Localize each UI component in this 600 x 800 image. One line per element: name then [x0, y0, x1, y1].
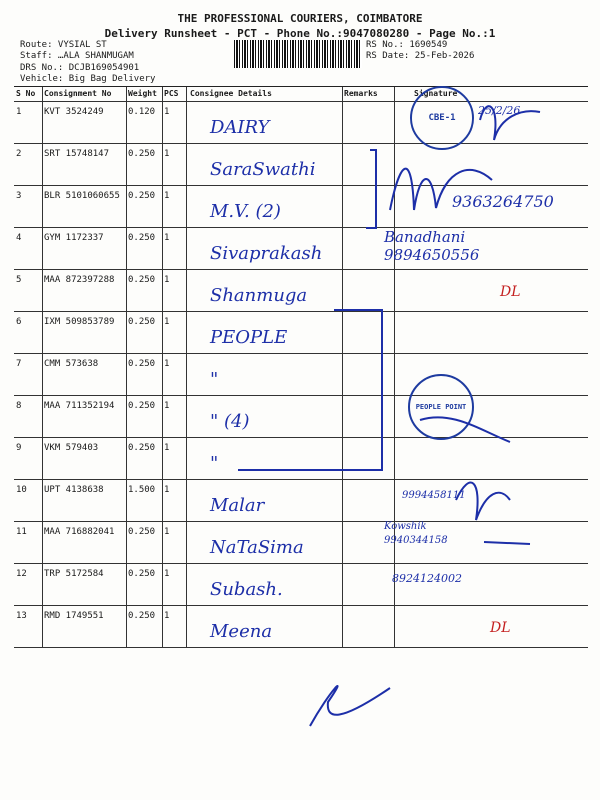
- stamp-stroke: [420, 417, 510, 442]
- cell-sno: 10: [16, 485, 27, 495]
- staff: Staff: …ALA SHANMUGAM: [20, 51, 134, 61]
- rs-no: RS No.: 1690549: [366, 40, 448, 50]
- cell-weight: 0.250: [128, 401, 156, 411]
- cell-weight: 0.250: [128, 149, 156, 159]
- cell-consignment: VKM 579403: [44, 443, 99, 453]
- cell-pcs: 1: [164, 485, 170, 495]
- vehicle: Vehicle: Big Bag Delivery: [20, 74, 156, 84]
- cell-sno: 3: [16, 191, 22, 201]
- cell-sno: 11: [16, 527, 27, 537]
- cell-pcs: 1: [164, 275, 170, 285]
- col-consignee: Consignee Details: [190, 89, 272, 98]
- footer-signature: [310, 686, 390, 726]
- route: Route: VYSIAL ST: [20, 40, 107, 50]
- drs-no: DRS No.: DCJB169054901: [20, 63, 140, 73]
- cell-weight: 0.250: [128, 233, 156, 243]
- signature-scribble-1: [480, 106, 540, 140]
- cell-sno: 2: [16, 149, 22, 159]
- consignee-handwriting: Malar: [210, 495, 265, 516]
- cell-consignment: UPT 4138638: [44, 485, 104, 495]
- cell-sno: 13: [16, 611, 27, 621]
- signature-scribble-10: [456, 483, 510, 520]
- consignee-handwriting: DAIRY: [210, 117, 270, 138]
- cell-sno: 12: [16, 569, 27, 579]
- cell-weight: 0.250: [128, 317, 156, 327]
- stamp-text: CBE-1: [428, 113, 456, 123]
- signature-scribble-3: [390, 169, 492, 210]
- cell-pcs: 1: [164, 611, 170, 621]
- cell-consignment: RMD 1749551: [44, 611, 104, 621]
- strike-11: [484, 542, 530, 544]
- cell-sno: 9: [16, 443, 22, 453]
- sign-3: 9363264750: [452, 192, 554, 211]
- sign-1: 25/2/26: [478, 104, 521, 117]
- consignee-handwriting: M.V. (2): [210, 201, 281, 222]
- sign-11: Kowshik 9940344158: [384, 521, 448, 546]
- cell-consignment: MAA 716882041: [44, 527, 115, 537]
- consignee-handwriting: " (4): [210, 411, 250, 432]
- page-title: THE PROFESSIONAL COURIERS, COIMBATORE: [177, 12, 423, 25]
- stamp-text-2: PEOPLE POINT: [415, 403, 467, 411]
- cell-pcs: 1: [164, 401, 170, 411]
- cell-pcs: 1: [164, 569, 170, 579]
- consignee-handwriting: ": [210, 453, 219, 474]
- cell-weight: 1.500: [128, 485, 156, 495]
- cell-weight: 0.250: [128, 527, 156, 537]
- cell-pcs: 1: [164, 443, 170, 453]
- col-pcs: PCS: [164, 89, 179, 98]
- cell-sno: 6: [16, 317, 22, 327]
- cell-consignment: CMM 573638: [44, 359, 99, 369]
- cell-consignment: IXM 509853789: [44, 317, 115, 327]
- page-subtitle: Delivery Runsheet - PCT - Phone No.:9047080280 - Page No.:1: [104, 27, 496, 40]
- cell-consignment: GYM 1172337: [44, 233, 104, 243]
- col-weight: Weight: [128, 89, 157, 98]
- cell-pcs: 1: [164, 191, 170, 201]
- dl-mark-2: DL: [490, 620, 511, 636]
- cell-pcs: 1: [164, 149, 170, 159]
- consignee-handwriting: SaraSwathi: [210, 159, 316, 180]
- cell-consignment: MAA 711352194: [44, 401, 115, 411]
- consignee-handwriting: NaTaSima: [210, 537, 304, 558]
- col-remarks: Remarks: [344, 89, 378, 98]
- cell-sno: 1: [16, 107, 22, 117]
- cell-sno: 4: [16, 233, 22, 243]
- cell-weight: 0.120: [128, 107, 156, 117]
- cell-weight: 0.250: [128, 191, 156, 201]
- cell-sno: 7: [16, 359, 22, 369]
- cell-consignment: KVT 3524249: [44, 107, 104, 117]
- cell-weight: 0.250: [128, 443, 156, 453]
- cell-weight: 0.250: [128, 569, 156, 579]
- cell-weight: 0.250: [128, 275, 156, 285]
- cell-consignment: SRT 15748147: [44, 149, 110, 159]
- consignee-handwriting: ": [210, 369, 219, 390]
- col-sno: S No: [16, 89, 36, 98]
- cell-consignment: BLR 5101060655: [44, 191, 120, 201]
- sign-10: 9994458111: [402, 490, 466, 501]
- dl-mark-1: DL: [500, 284, 521, 300]
- cell-weight: 0.250: [128, 611, 156, 621]
- col-consignment: Consignment No: [44, 89, 112, 98]
- cell-sno: 8: [16, 401, 22, 411]
- col-signature: Signature: [414, 89, 458, 98]
- consignee-handwriting: Sivaprakash: [210, 243, 323, 264]
- rs-date: RS Date: 25-Feb-2026: [366, 51, 475, 61]
- sign-4: Banadhani 9894650556: [384, 228, 480, 264]
- cell-pcs: 1: [164, 359, 170, 369]
- cell-pcs: 1: [164, 317, 170, 327]
- cell-weight: 0.250: [128, 359, 156, 369]
- cell-pcs: 1: [164, 233, 170, 243]
- consignee-handwriting: Meena: [210, 621, 273, 642]
- sign-12: 8924124002: [392, 572, 462, 585]
- cell-consignment: MAA 872397288: [44, 275, 115, 285]
- cell-pcs: 1: [164, 107, 170, 117]
- consignee-handwriting: Subash.: [210, 579, 283, 600]
- consignee-handwriting: PEOPLE: [210, 327, 288, 348]
- cell-pcs: 1: [164, 527, 170, 537]
- cell-sno: 5: [16, 275, 22, 285]
- bracket-1: [366, 150, 376, 228]
- consignee-handwriting: Shanmuga: [210, 285, 308, 306]
- cell-consignment: TRP 5172584: [44, 569, 104, 579]
- bracket-2: [238, 310, 382, 470]
